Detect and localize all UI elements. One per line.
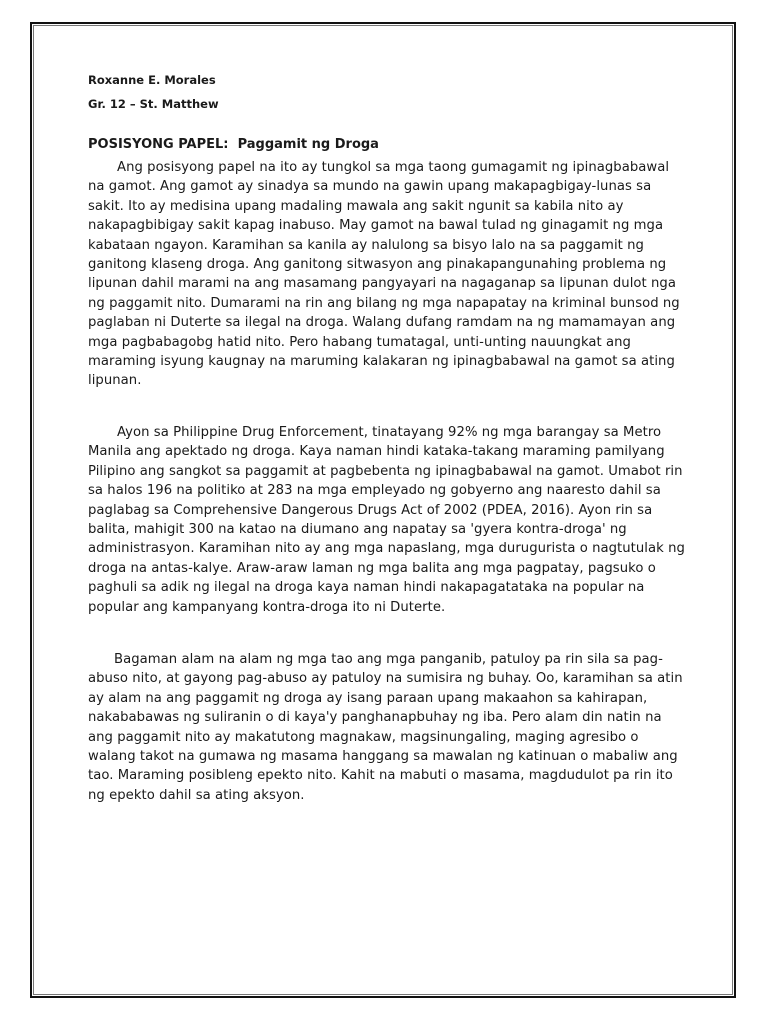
document-title (88, 136, 688, 154)
paragraph-2: Ayon sa Philippine Drug Enforcement, tinatayang 92% ng mga barangay sa Metro Manila ang apektado ng droga. Kaya naman hindi kataka-takang maraming pamilyang Pilipino ang sangkot sa paggamit at pagbebenta ng ipinagbabawal na gamot. Umabot rin sa halos 196 na politiko at 283 na mga empleyado ng gobyerno ang naaresto dahil sa paglabag sa Comprehensive Dangerous Drugs Act of 2002 (PDEA, 2016). Ayon rin sa balita, mahigit 300 na katao na diumano ang napatay sa 'gyera kontra-droga' ng administrasyon. Karamihan nito ay ang mga napaslang, mga durugurista o nagtutulak ng droga na antas-kalye. Araw-araw laman ng mga balita ang mga pagpatay, pagsuko o paghuli sa adik ng ilegal na droga kaya naman hindi nakapagatataka na popular na popular ang kampanyang kontra-droga ito ni Duterte. (88, 424, 685, 615)
paragraph-1: Ang posisyong papel na ito ay tungkol sa mga taong gumagamit ng ipinagbabawal na gamot. Ang gamot ay sinadya sa mundo na gawin upang makapagbigay-lunas sa sakit. Ito ay medisina upang madaling mawala ang sakit ngunit sa kabila nito ay nakapagbibigay sakit kapag inabuso. May gamot na bawal tulad ng ginagamit ng mga kabataan ngayon. Karamihan sa kanila ay nalulong sa bisyo lalo na sa paggamit ng ganitong klaseng droga. Ang ganitong sitwasyon ang pinakapangunahing problema ng lipunan dahil marami na ang masamang pangyayari na nagaganap sa lipunan dulot nga ng paggamit nito. Dumarami na rin ang bilang ng mga napapatay na kriminal bunsod ng paglaban ni Duterte sa ilegal na droga. Walang dufang ramdam na ng mamamayan ang mga pagbabagobg hatid nito. Pero habang tumatagal, unti-unting nauungkat ang maraming isyung kaugnay na maruming kalakaran ng ipinagbabawal na gamot sa ating lipunan. (88, 160, 680, 389)
title-topic: Paggamit ng Droga (237, 137, 379, 152)
grade-section: Gr. 12 – St. Matthew (88, 97, 219, 111)
title-prefix: POSISYONG PAPEL: (88, 137, 229, 152)
paragraph-3: Bagaman alam na alam ng mga tao ang mga panganib, patuloy pa rin sila sa pag-abuso nito, at gayong pag-abuso ay patuloy na sumisira ng buhay. Oo, karamihan sa atin ay alam na ang paggamit ng droga ay isang paraan upang makaahon sa kahirapan, nakababawas ng suliranin o di kaya'y panghanapbuhay ng iba. Pero alam din natin na ang paggamit nito ay makatutong magnakaw, magsinungaling, maging agresibo o walang takot na gumawa ng masama hanggang sa mawalan ng katinuan o mabaliw ang tao. Maraming posibleng epekto nito. Kahit na mabuti o masama, magdudulot pa rin ito ng epekto dahil sa ating aksyon. (88, 651, 683, 803)
author-name: Roxanne E. Morales (88, 73, 216, 87)
document-body (88, 72, 688, 805)
